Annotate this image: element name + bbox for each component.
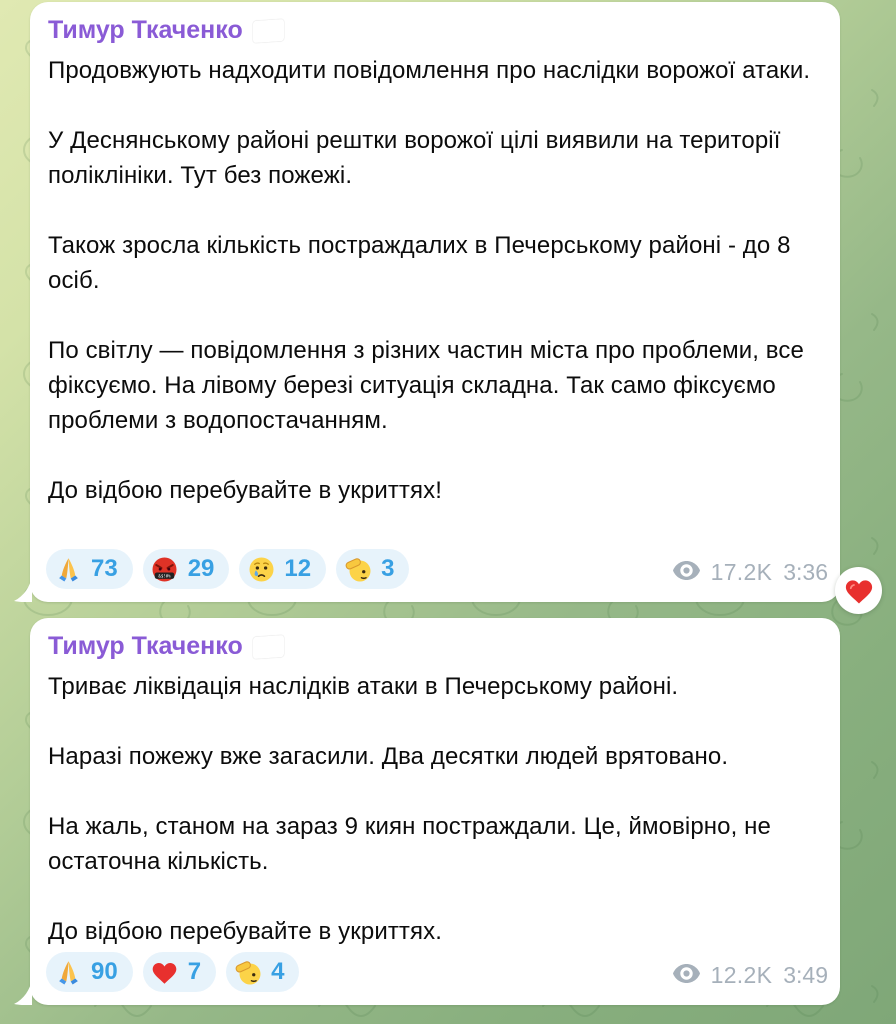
channel-message [30,2,840,602]
message-paragraph: Триває ліквідація наслідків атаки в Печерському районі. [48,673,679,700]
cursing-face-icon [151,555,179,583]
reaction-count: 73 [91,555,118,582]
reaction-red-heart[interactable] [143,952,216,992]
message-paragraph: До відбою перебувайте в укриттях! [48,477,442,504]
reaction-saluting-face[interactable] [336,549,409,589]
svg-text:&$!#%: &$!#% [158,572,171,578]
reaction-count: 3 [381,555,395,582]
message-paragraph: До відбою перебувайте в укриттях. [48,918,442,945]
reaction-cursing-face[interactable] [143,549,230,589]
sender-name[interactable]: Тимур Ткаченко [48,16,243,44]
reaction-crying-face[interactable] [239,549,326,589]
reaction-saluting-face[interactable] [226,952,299,992]
reaction-folded-hands[interactable] [46,952,133,992]
ukraine-flag-emoji [253,18,284,42]
message-paragraph: Також зросла кількість постраждалих в Печерському районі - до 8 осіб. [48,232,791,294]
message-paragraph: По світлу — повідомлення з різних частин міста про проблеми, все фіксуємо. На лівому березі ситуація складна. Так само фіксуємо проблеми з водопостачанням. [48,337,804,434]
message-time: 3:36 [783,559,828,585]
message-paragraph: Продовжують надходити повідомлення про наслідки ворожої атаки. [48,57,811,84]
reaction-count: 7 [187,958,202,985]
saluting-face-icon [344,555,372,583]
message-meta [673,559,828,586]
message-time: 3:49 [783,962,828,988]
folded-hands-icon [54,555,82,583]
red-heart-icon [844,577,874,605]
quick-reaction-heart-button[interactable] [835,567,882,614]
reaction-count: 4 [271,958,285,985]
bubble-tail [14,979,32,1005]
sender-row [48,632,822,661]
sender-name[interactable]: Тимур Ткаченко [48,632,243,660]
bubble-tail [14,576,32,602]
reaction-count: 90 [91,958,118,985]
view-count: 12.2K [710,962,773,988]
message-paragraph: На жаль, станом на зараз 9 киян постраждали. Це, ймовірно, не остаточна кількість. [48,813,771,875]
crying-face-icon [247,555,275,583]
reaction-count: 29 [187,555,215,582]
view-count: 17.2K [710,559,773,585]
reactions-row [46,952,299,992]
message-meta [673,962,828,989]
message-paragraph: У Деснянському районі рештки ворожої цілі виявили на території поліклініки. Тут без пожежі. [48,127,781,189]
channel-message [30,618,840,1005]
sender-row [48,16,822,45]
views-eye-icon [673,559,700,586]
message-paragraph: Наразі пожежу вже загасили. Два десятки людей врятовано. [48,743,729,770]
reactions-row [46,549,409,589]
reaction-count: 12 [284,555,312,582]
views-eye-icon [673,962,700,989]
folded-hands-icon [54,958,82,986]
red-heart-icon [151,958,179,986]
reaction-folded-hands[interactable] [46,549,133,589]
ukraine-flag-emoji [253,634,284,658]
saluting-face-icon [234,958,262,986]
